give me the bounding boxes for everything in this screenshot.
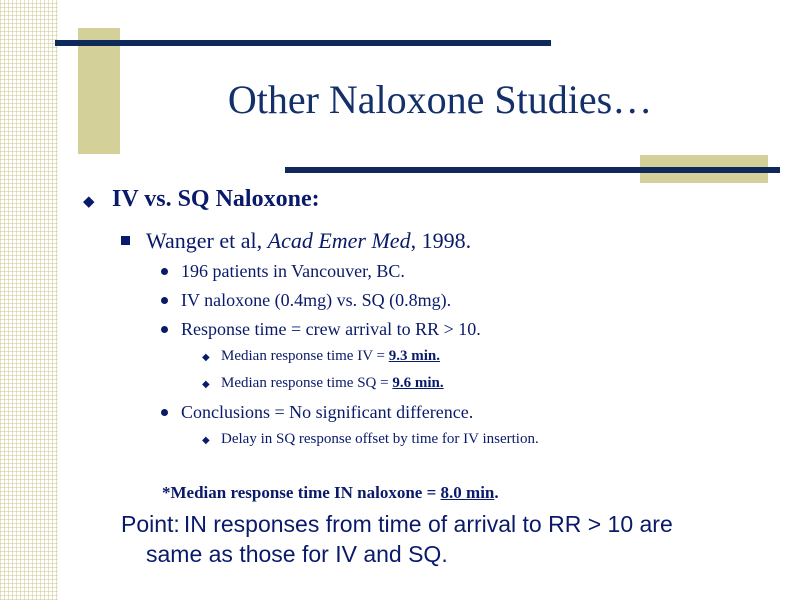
slide-title: Other Naloxone Studies… bbox=[227, 77, 653, 122]
in-note-value: 8.0 min bbox=[440, 483, 495, 502]
detail-patients: 196 patients in Vancouver, BC. bbox=[181, 261, 405, 281]
point-text-1: IN responses from time of arrival to RR > 10 are bbox=[183, 511, 673, 537]
diamond-bullet-icon: ◆ bbox=[202, 379, 210, 390]
delay-note: Delay in SQ response offset by time for IV insertion. bbox=[221, 431, 539, 447]
citation-authors: Wanger et al, bbox=[146, 228, 263, 253]
median-iv-label: Median response time IV = bbox=[221, 348, 389, 364]
citation-journal: Acad Emer Med bbox=[267, 228, 411, 253]
in-note-label: *Median response time IN naloxone = bbox=[162, 483, 441, 502]
conclusion: Conclusions = No significant difference. bbox=[181, 402, 474, 422]
section-heading: IV vs. SQ Naloxone: bbox=[112, 186, 320, 212]
citation-year: , 1998. bbox=[410, 228, 472, 253]
median-iv bbox=[221, 348, 440, 365]
decor-block-left bbox=[78, 28, 120, 154]
diamond-bullet-icon: ◆ bbox=[83, 194, 95, 210]
dot-bullet-icon bbox=[161, 326, 168, 333]
median-iv-value: 9.3 min. bbox=[388, 348, 440, 364]
point-line-2: same as those for IV and SQ. bbox=[146, 541, 448, 567]
top-rule bbox=[55, 40, 551, 46]
dot-bullet-icon bbox=[161, 268, 168, 275]
striped-left-border bbox=[0, 0, 58, 600]
detail-response-definition: Response time = crew arrival to RR > 10. bbox=[181, 319, 481, 339]
in-note-suffix: . bbox=[494, 483, 499, 502]
in-naloxone-note bbox=[162, 483, 499, 503]
diamond-bullet-icon: ◆ bbox=[202, 435, 210, 446]
square-bullet-icon bbox=[121, 236, 130, 245]
dot-bullet-icon bbox=[161, 297, 168, 304]
diamond-bullet-icon: ◆ bbox=[202, 352, 210, 363]
point-label: Point: bbox=[121, 511, 180, 537]
citation bbox=[146, 228, 471, 254]
median-sq bbox=[221, 375, 444, 392]
point-line-1 bbox=[121, 511, 673, 538]
median-sq-value: 9.6 min. bbox=[392, 375, 444, 391]
median-sq-label: Median response time SQ = bbox=[221, 375, 393, 391]
title-underline-rule bbox=[285, 167, 780, 173]
detail-dosing: IV naloxone (0.4mg) vs. SQ (0.8mg). bbox=[181, 290, 452, 310]
dot-bullet-icon bbox=[161, 409, 168, 416]
